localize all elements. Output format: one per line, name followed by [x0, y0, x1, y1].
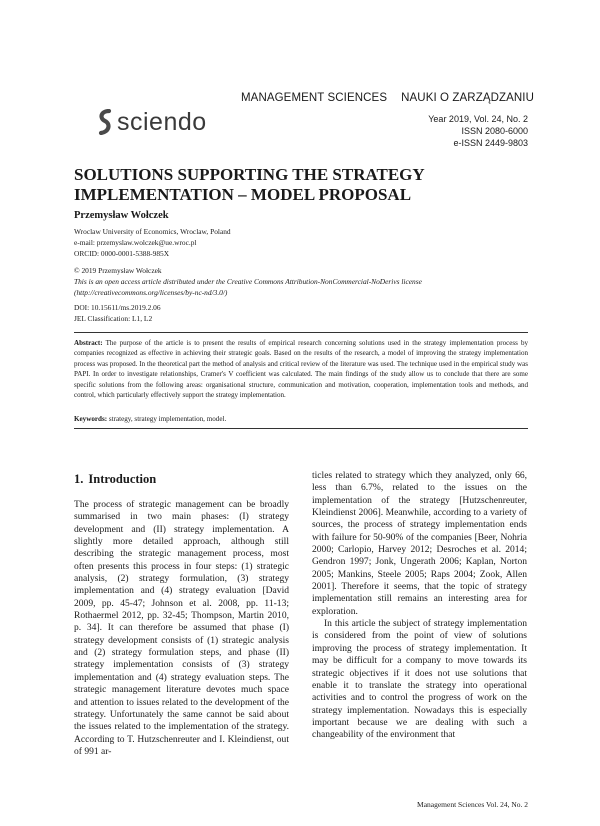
paragraph: In this article the subject of strategy implementation is considered from the point of view of solutions improving the process of strategy implementation. It may be difficult for a company to move towards its strategic objectives if it does not use solutions that enable it to translate the strategy into operational activities and to control the progress of work on the strategy implementation. Nowadays this is especially important because we are dealing with such a changeability of the environment that	[312, 618, 527, 741]
publisher-logo	[97, 108, 207, 136]
affiliation: Wroclaw University of Economics, Wroclaw, Poland	[74, 227, 231, 236]
keywords-text: strategy, strategy implementation, model.	[108, 415, 227, 423]
jel-classification: JEL Classification: L1, L2	[74, 313, 153, 323]
paragraph: ticles related to strategy which they analyzed, only 66, less than 6.7%, related to the issues on the implementation of the strategy [Hutzschenreuter, Kleindienst 2006]. Meanwhile, according to a variety of sources, the process of strategy implementation ends with failure for 50-90% of the companies [Beer, Nohria 2000; Carlopio, Harvey 2012; Desroches et al. 2014; Gendron 1997; Jonk, Ungerath 2006; Kaplan, Norton 2005; Mankins, Steele 2005; Raps 2004; Zook, Allen 2001]. Therefore it seems, that the topic of strategy implementation still remains an interesting area for exploration.	[312, 470, 527, 617]
issue-line: Year 2019, Vol. 24, No. 2	[428, 114, 528, 124]
section-title: Introduction	[88, 472, 157, 486]
abstract-text: The purpose of the article is to present the results of empirical research concerning solutions used in the strategy implementation process by companies recognized as effective in achieving their strategic goals. Based on the results of the research, a model of improving the strategy implementation process was proposed. In the theoretical part the method of analysis and critical review of the literature was used. The technique used in the empirical study was PAPI. In order to investigate relationships, Cramer's V coefficient was calculated. The main findings of the study allow us to conclude that there are some specific solutions from the following areas: organisational structure, communication and motivation, cooperation, implementation tools and methods, and control, which particularly effectively support the strategy implementation.	[74, 339, 529, 400]
identifiers-block	[74, 303, 534, 325]
keywords	[74, 415, 226, 423]
section-number: 1.	[74, 472, 84, 486]
author-affiliation-block	[74, 227, 534, 259]
doi: DOI: 10.15611/ms.2019.2.06	[74, 303, 161, 312]
journal-name-en: MANAGEMENT SCIENCES	[241, 92, 388, 104]
eissn: e-ISSN 2449-9803	[453, 138, 528, 148]
author-orcid: ORCID: 0000-0001-5388-985X	[74, 248, 170, 258]
license-text: This is an open access article distributed under the Creative Commons Attribution-NonCommercial-NoDerivs license	[74, 276, 422, 286]
section-heading	[74, 472, 156, 487]
abstract-label: Abstract:	[74, 339, 103, 347]
journal-name-pl: NAUKI O ZARZĄDZANIU	[401, 92, 534, 104]
author-name: Przemysław Wołczek	[74, 210, 169, 221]
license-url: (http://creativecommons.org/licenses/by-nc-nd/3.0/)	[74, 287, 228, 297]
article-title-line-2: IMPLEMENTATION – MODEL PROPOSAL	[74, 185, 412, 204]
abstract	[74, 338, 528, 400]
publisher-logo-text: sciendo	[117, 107, 207, 136]
article-title	[74, 165, 534, 205]
issue-info	[428, 113, 528, 149]
issn: ISSN 2080-6000	[461, 126, 528, 136]
article-title-line-1: SOLUTIONS SUPPORTING THE STRATEGY	[74, 165, 425, 184]
sciendo-logo-icon	[97, 109, 113, 135]
journal-name	[241, 92, 534, 104]
abstract-top-rule	[74, 332, 528, 333]
author-email: e-mail: przemyslaw.wolczek@ue.wroc.pl	[74, 237, 197, 247]
page-footer: Management Sciences Vol. 24, No. 2	[417, 800, 528, 809]
copyright: © 2019 Przemysław Wołczek	[74, 266, 162, 275]
paragraph: The process of strategic management can be broadly summarised in two main phases: (I) strategy development and (II) strategy implementation. A slightly more detailed approach, although still describing the strategic management process, most often presents this process in four steps: (1) strategic analysis, (2) strategy formulation, (3) strategy implementation and (4) strategy evaluation [David 2009, pp. 45-47; Johnson et al. 2008, pp. 11-13; Rothaermel 2012, pp. 32-45; Thompson, Martin 2010, p. 34]. It can therefore be assumed that phase (I) strategy development consists of (1) strategic analysis and (2) strategy formulation steps, and phase (II) strategy implementation consists of (3) strategy implementation and (4) strategy evaluation steps. The strategic management literature devotes much space and attention to issues related to the development of the strategy. Unfortunately the same cannot be said about the issues related to the implementation of the strategy. According to T. Hutzschenreuter and I. Kleindienst, out of 991 ar-	[74, 499, 289, 757]
abstract-bottom-rule	[74, 428, 528, 429]
license-block	[74, 266, 534, 298]
keywords-label: Keywords:	[74, 415, 108, 423]
body-column-left	[74, 499, 289, 758]
body-column-right	[312, 470, 527, 742]
